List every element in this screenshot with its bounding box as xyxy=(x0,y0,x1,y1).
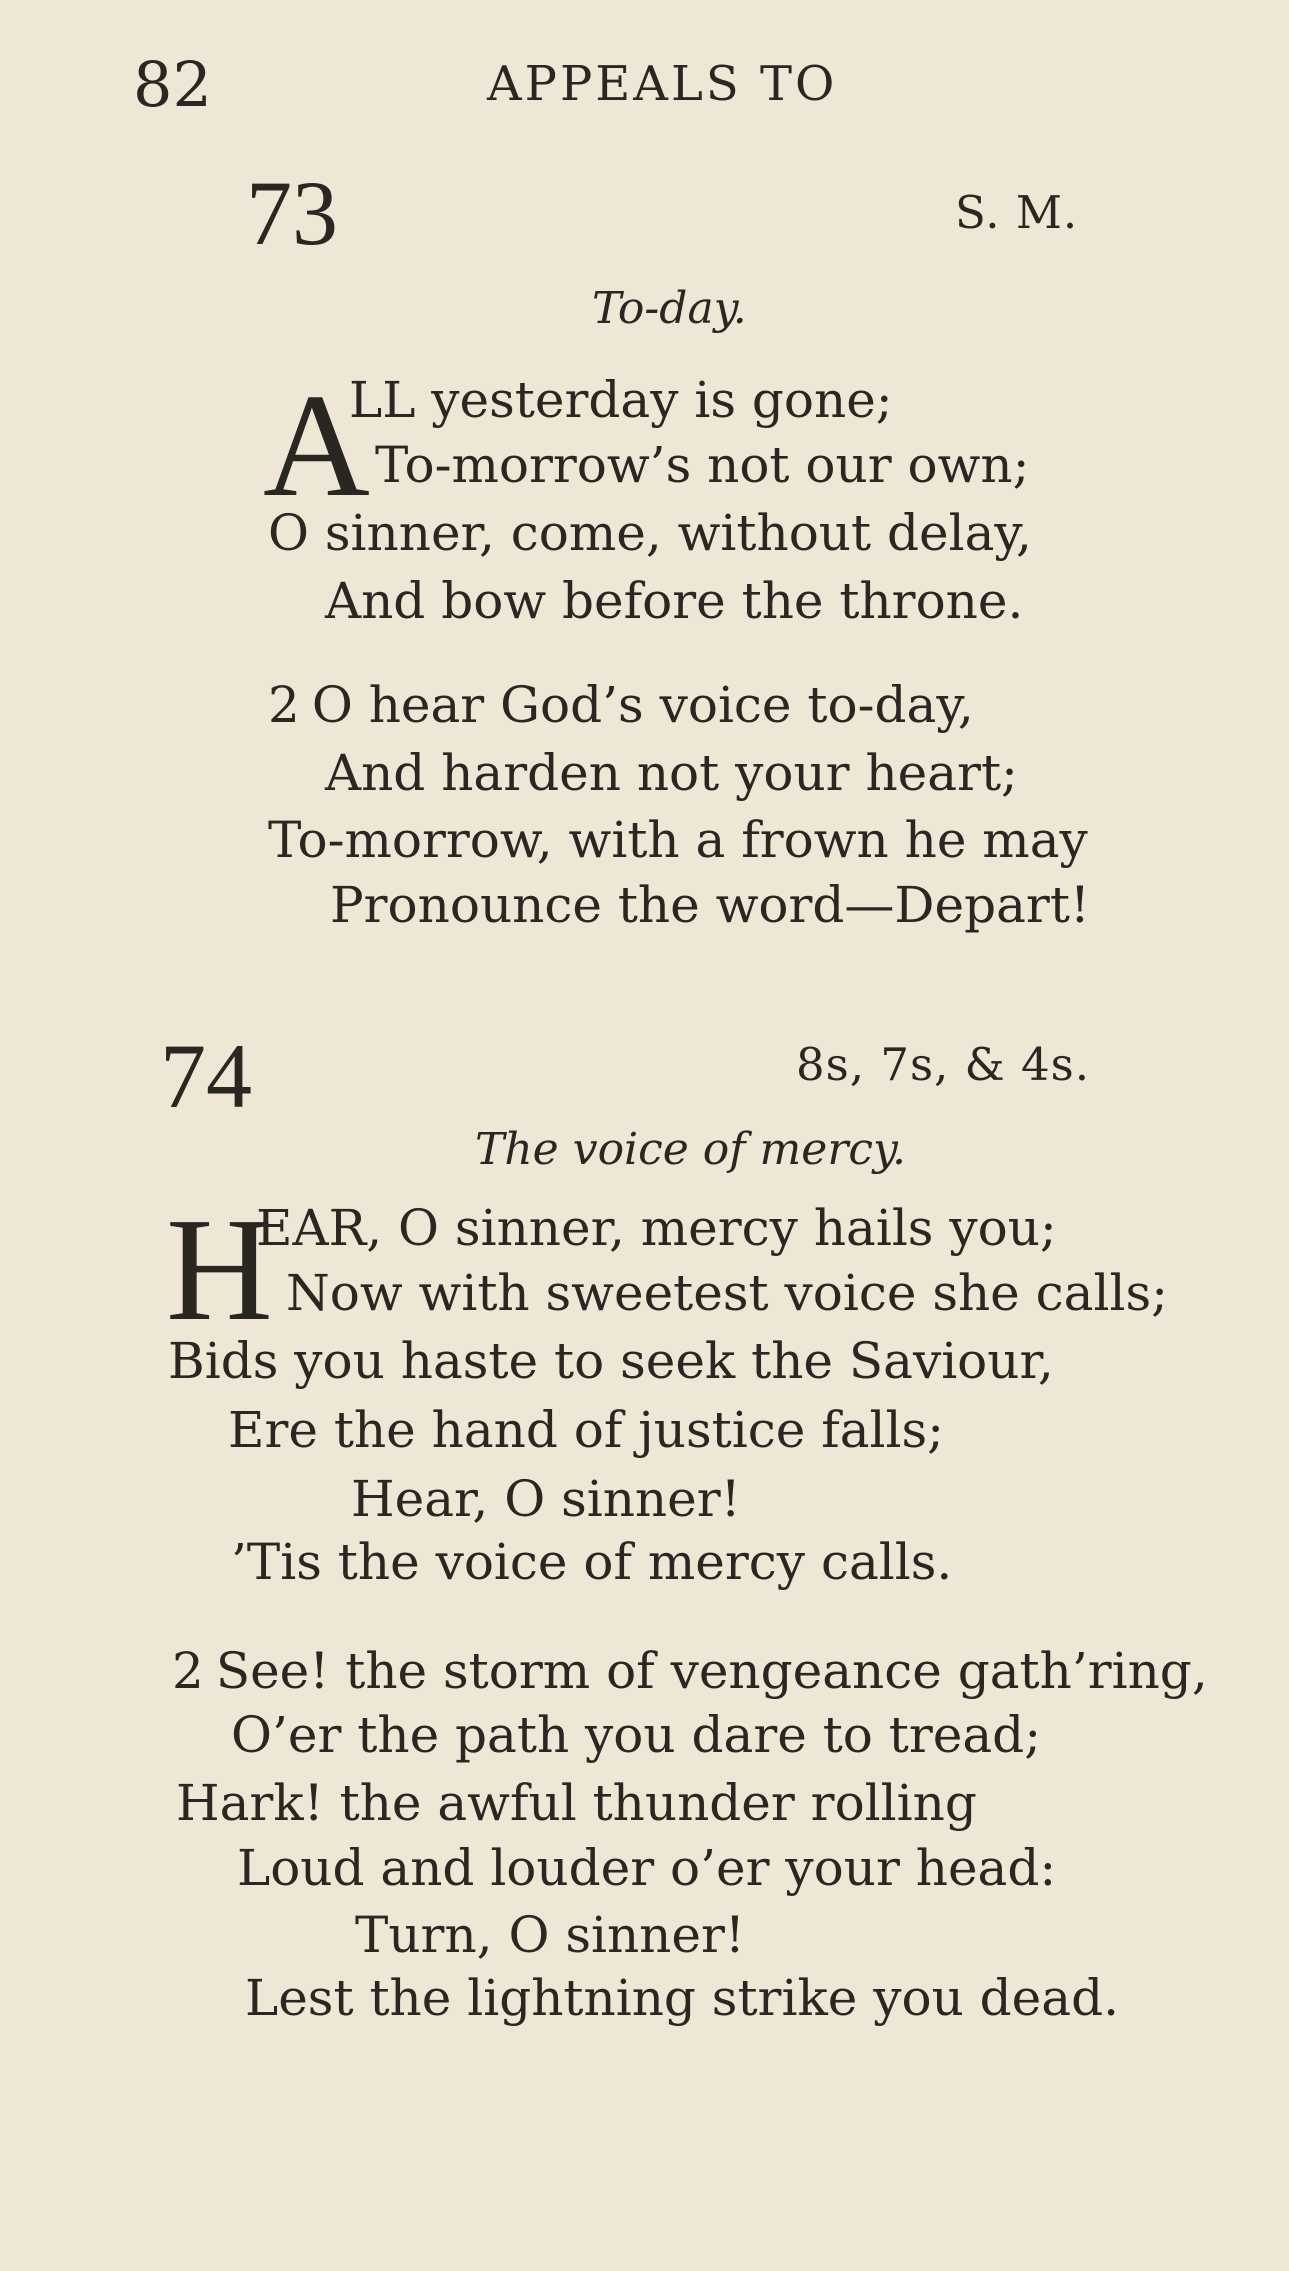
running-head: APPEALS TO xyxy=(487,56,838,112)
hymn-74-v1-line6: ’Tis the voice of mercy calls. xyxy=(231,1533,953,1591)
hymn-74-v2-line6: Lest the lightning strike you dead. xyxy=(245,1969,1119,2027)
hymn-73-v2-line1 xyxy=(268,676,974,734)
hymn-73-v1-line1: LL yesterday is gone; xyxy=(349,371,893,429)
hymn-74-v1-line1: EAR, O sinner, mercy hails you; xyxy=(256,1199,1057,1257)
hymn-74-v2-line1 xyxy=(172,1642,1208,1700)
hymn-74-dropcap: H xyxy=(166,1188,273,1352)
hymn-73-v2-line2: And harden not your heart; xyxy=(325,744,1018,802)
hymn-73-number: 73 xyxy=(246,162,338,264)
hymn-73-v1-line3: O sinner, come, without delay, xyxy=(268,504,1032,562)
hymn-73-v1-line2: To-morrow’s not our own; xyxy=(375,436,1030,494)
hymn-74-v2-line1-text: See! the storm of vengeance gath’ring, xyxy=(215,1642,1208,1700)
hymn-73-v2-line1-text: O hear God’s voice to-day, xyxy=(311,676,974,734)
hymn-74-v2-line5: Turn, O sinner! xyxy=(355,1906,745,1964)
hymn-74-v1-line2: Now with sweetest voice she calls; xyxy=(286,1264,1168,1322)
hymn-73-meter: S. M. xyxy=(955,186,1079,239)
hymn-74-v1-line3: Bids you haste to seek the Saviour, xyxy=(168,1332,1054,1390)
verse-number: 2 xyxy=(268,676,300,734)
hymn-74-meter: 8s, 7s, & 4s. xyxy=(796,1038,1091,1091)
hymn-74-v2-line2: O’er the path you dare to tread; xyxy=(231,1706,1042,1764)
hymn-73-v2-line3: To-morrow, with a frown he may xyxy=(268,811,1088,869)
hymn-73-title: To-day. xyxy=(592,283,747,334)
verse-number: 2 xyxy=(172,1642,204,1700)
hymn-73-v2-line4: Pronounce the word—Depart! xyxy=(330,876,1091,934)
hymn-73-dropcap: A xyxy=(263,364,370,528)
hymn-74-title: The voice of mercy. xyxy=(475,1124,906,1175)
hymn-74-v1-line5: Hear, O sinner! xyxy=(351,1470,741,1528)
page-number: 82 xyxy=(133,48,212,121)
hymn-74-v1-line4: Ere the hand of justice falls; xyxy=(228,1401,945,1459)
hymn-74-v2-line4: Loud and louder o’er your head: xyxy=(237,1839,1057,1897)
hymn-74-v2-line3: Hark! the awful thunder rolling xyxy=(176,1774,977,1832)
hymn-73-v1-line4: And bow before the throne. xyxy=(325,572,1024,630)
hymn-74-number: 74 xyxy=(160,1025,252,1127)
